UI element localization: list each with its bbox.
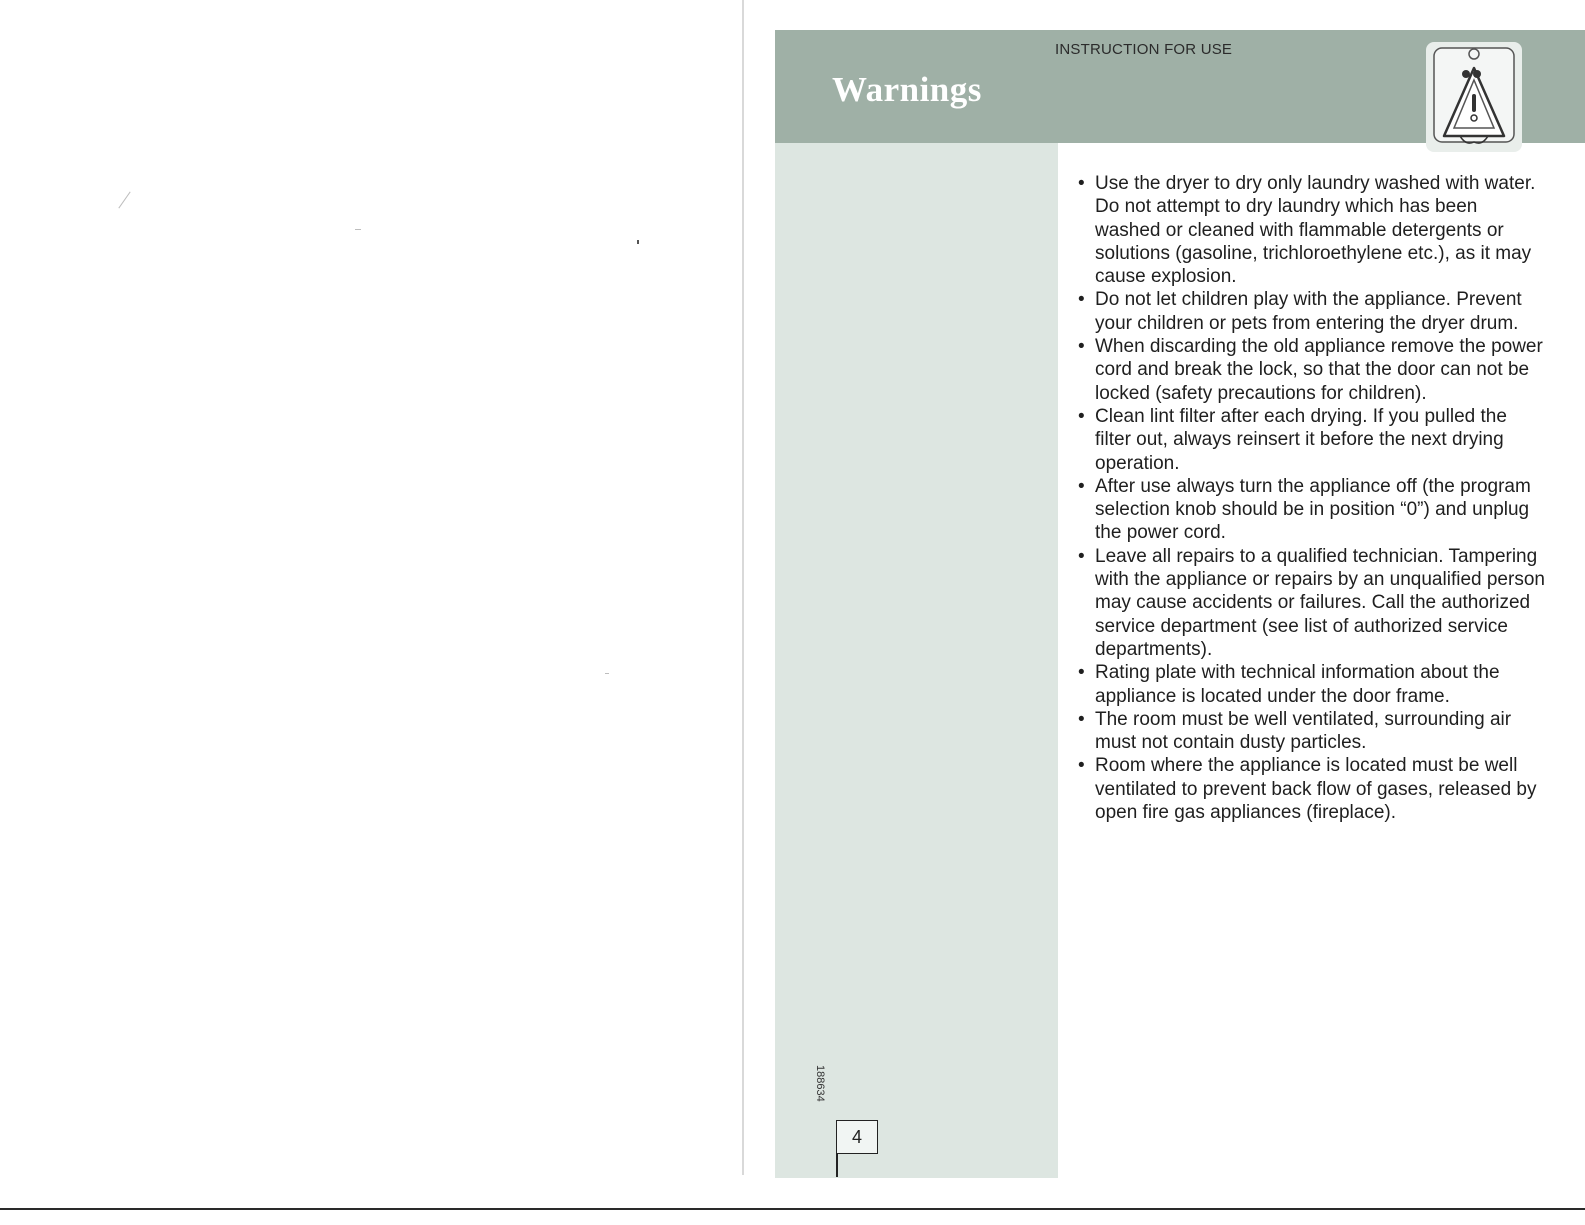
scan-speck	[605, 673, 609, 674]
page-title: Warnings	[832, 70, 982, 109]
document-code: 188634	[814, 1065, 826, 1102]
page-number: 4	[836, 1120, 878, 1154]
scan-speck	[118, 192, 130, 209]
scan-speck	[355, 229, 361, 230]
bottom-rule	[0, 1208, 1585, 1210]
warning-item: • Room where the appliance is located must be well ventilated to prevent back flow of gases, released by open fire gas appliances (fireplace).	[1078, 754, 1548, 824]
left-blank-page	[0, 0, 742, 1225]
page-number-tick	[836, 1153, 838, 1177]
warning-item: • Use the dryer to dry only laundry washed with water. Do not attempt to dry laundry which has been washed or cleaned with flammable detergents or solutions (gasoline, trichloroethylene etc.), as it may cause explosion.	[1078, 172, 1548, 288]
warning-item: • Leave all repairs to a qualified technician. Tampering with the appliance or repairs by an unqualified person may cause accidents or failures. Call the authorized service department (see list of authorized service departments).	[1078, 545, 1548, 661]
warning-item: • After use always turn the appliance off (the program selection knob should be in position “0”) and unplug the power cord.	[1078, 475, 1548, 545]
warning-item: • Do not let children play with the appliance. Prevent your children or pets from entering the dryer drum.	[1078, 288, 1548, 335]
warning-triangle-mascot-icon	[1426, 42, 1522, 152]
warning-item: • Rating plate with technical information about the appliance is located under the door frame.	[1078, 661, 1548, 708]
warning-item: • Clean lint filter after each drying. If you pulled the filter out, always reinsert it before the next drying operation.	[1078, 405, 1548, 475]
warning-item: • When discarding the old appliance remove the power cord and break the lock, so that the door can not be locked (safety precautions for children).	[1078, 335, 1548, 405]
header-label: INSTRUCTION FOR USE	[1055, 41, 1233, 58]
warning-item: • The room must be well ventilated, surrounding air must not contain dusty particles.	[1078, 708, 1548, 755]
warnings-list	[1078, 172, 1548, 824]
scan-speck	[637, 240, 639, 244]
side-column	[775, 143, 1058, 1178]
